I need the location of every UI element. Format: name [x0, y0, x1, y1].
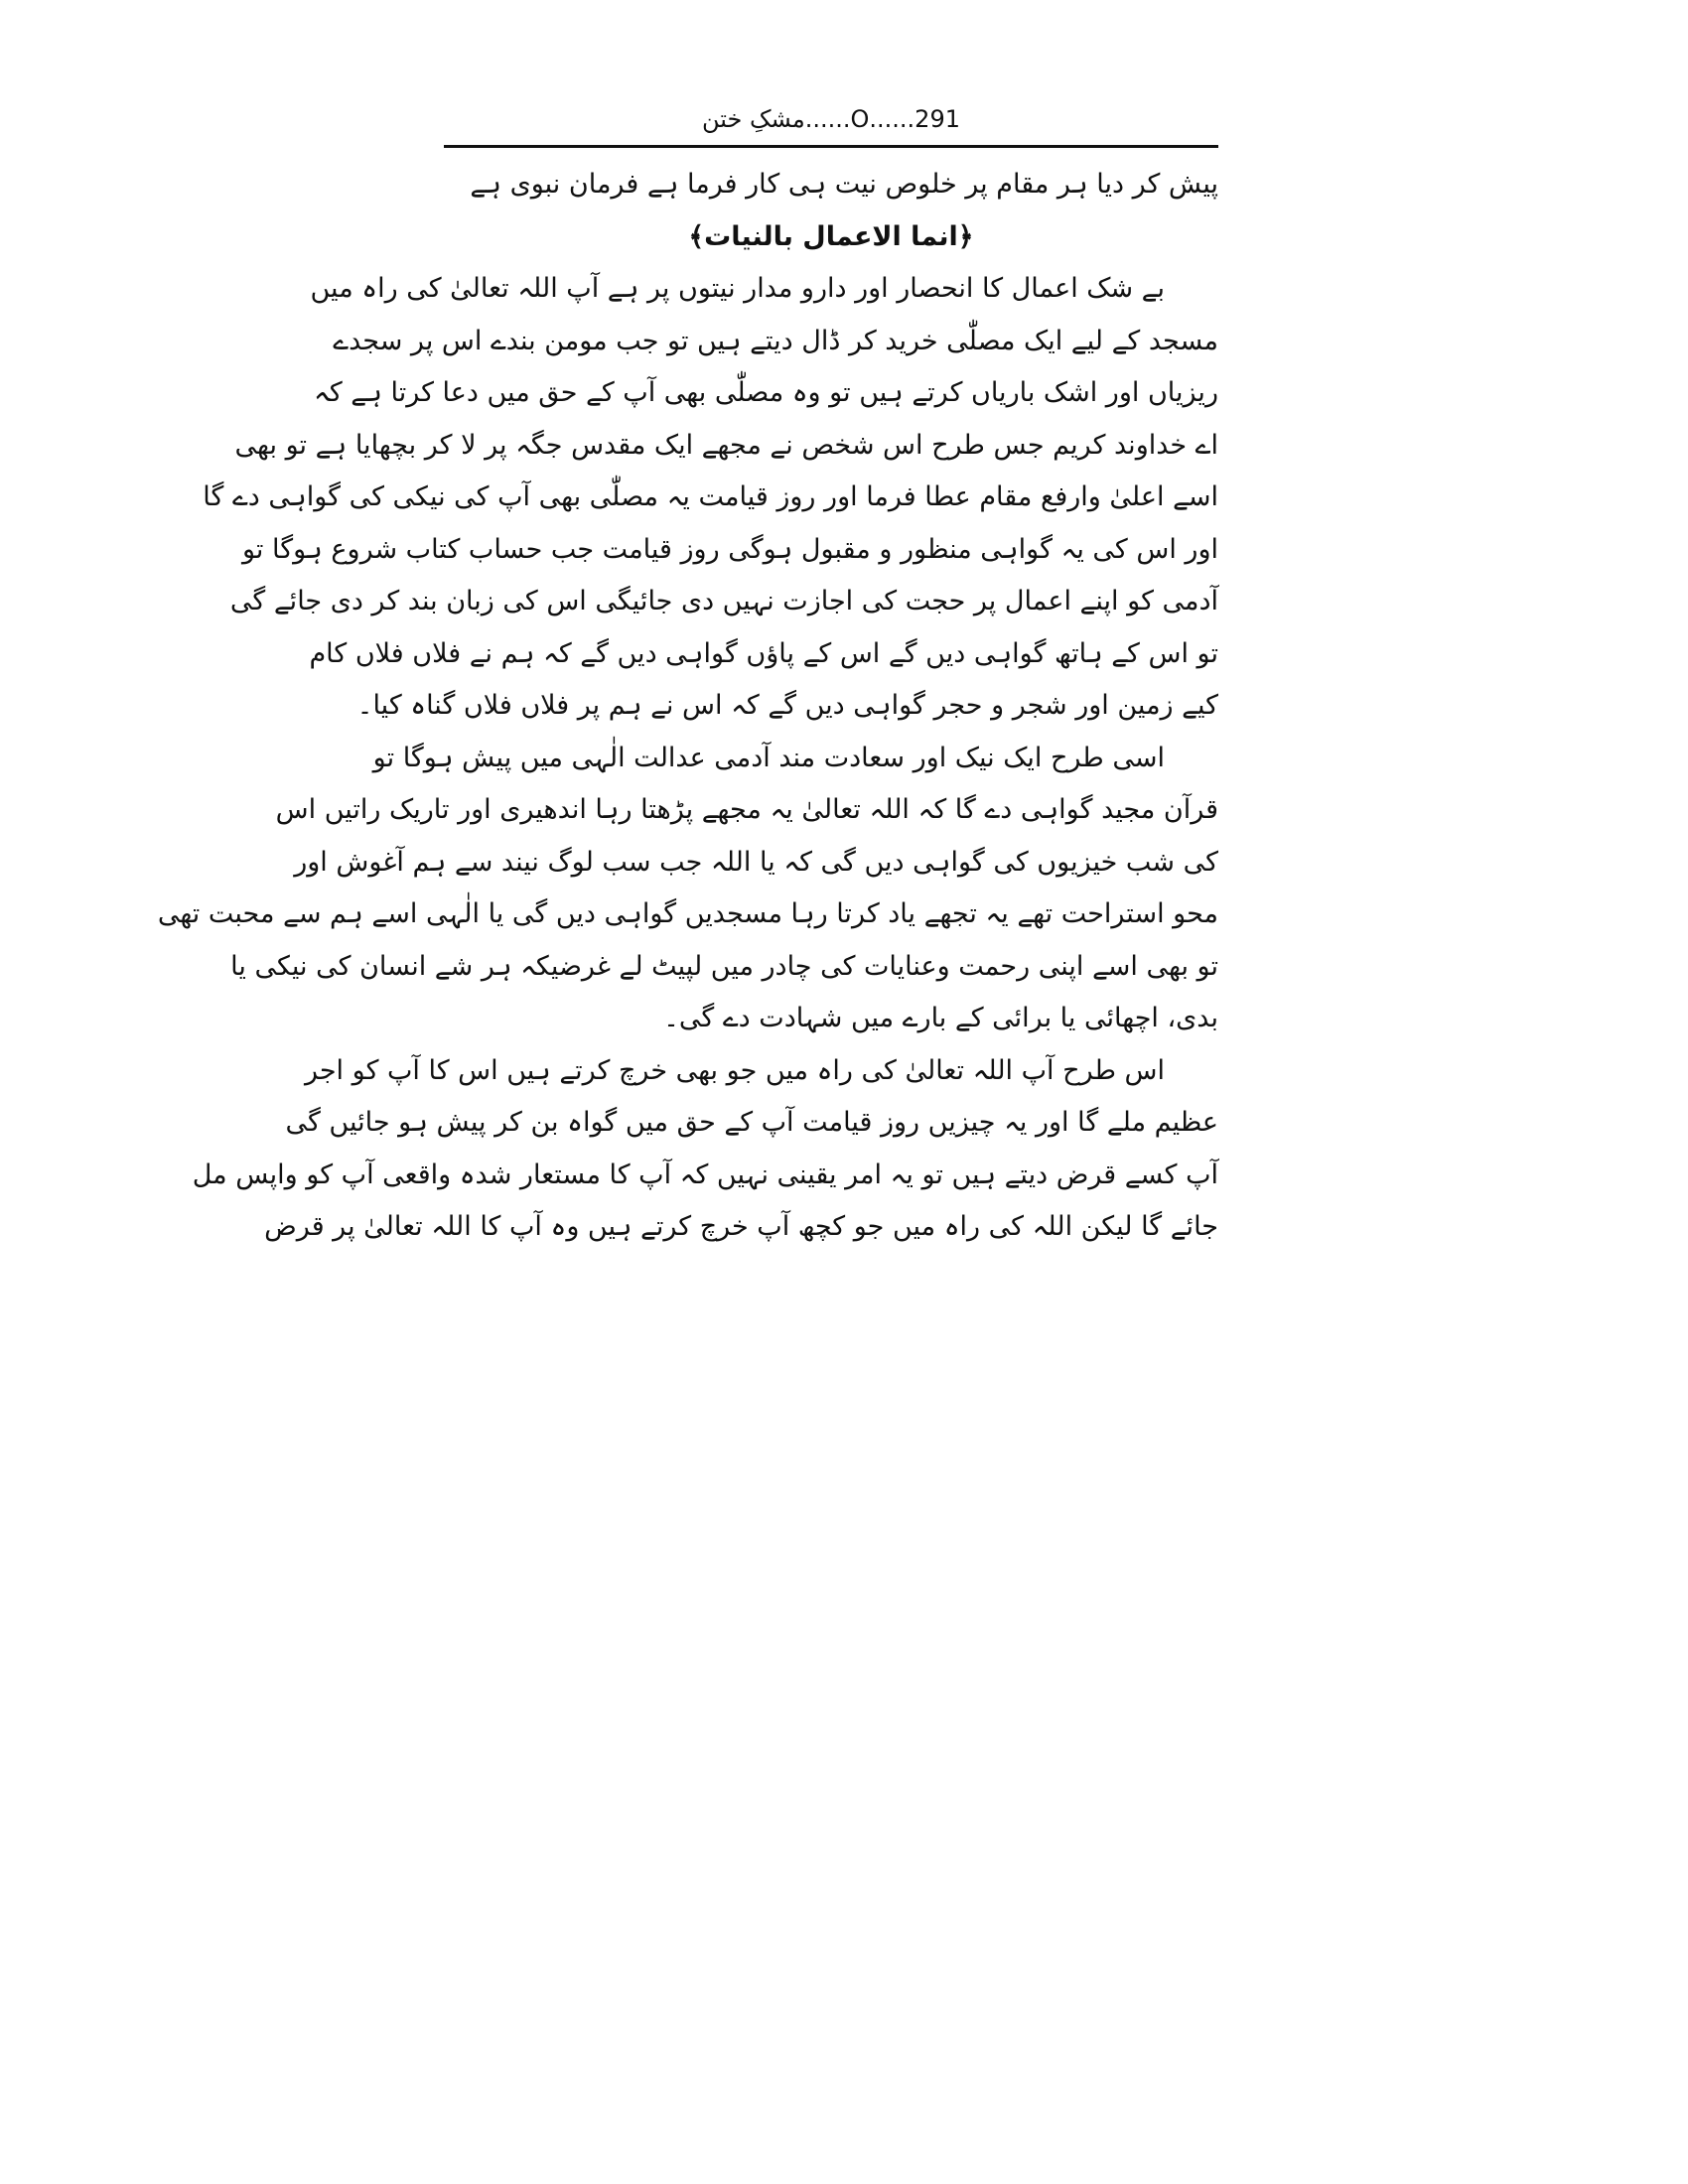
- text-line: ریزیاں اور اشک باریاں کرتے ہیں تو وہ مصلّٰی بھی آپ کے حق میں دعا کرتا ہے کہ: [314, 377, 1218, 408]
- text-line: بدی، اچھائی یا برائی کے بارے میں شہادت دے گی۔: [663, 1003, 1218, 1033]
- text-line: کیے زمین اور شجر و حجر گواہی دیں گے کہ اس نے ہم پر فلاں فلاں گناہ کیا۔: [356, 690, 1218, 721]
- text-line: آدمی کو اپنے اعمال پر حجت کی اجازت نہیں دی جائیگی اس کی زبان بند کر دی جائے گی: [229, 586, 1218, 616]
- text-line: محو استراحت تھے یہ تجھے یاد کرتا رہا مسجدیں گواہی دیں گی یا الٰہی اسے ہم سے محبت تھی: [157, 898, 1218, 929]
- body-text: [157, 159, 1218, 1479]
- text-line: اس طرح آپ اللہ تعالیٰ کی راہ میں جو بھی خرچ کرتے ہیں اس کا آپ کو اجر: [304, 1054, 1165, 1086]
- text-line: مسجد کے لیے ایک مصلّٰی خرید کر ڈال دیتے ہیں تو جب مومن بندے اس پر سجدے: [333, 325, 1218, 356]
- text-line: پیش کر دیا ہر مقام پر خلوص نیت ہی کار فرما ہے فرمان نبوی ہے: [470, 169, 1218, 200]
- text-line: کی شب خیزیوں کی گواہی دیں گی کہ یا اللہ جب سب لوگ نیند سے ہم آغوش اور: [294, 846, 1218, 878]
- header-rule: [444, 145, 1218, 148]
- text-line: تو بھی اسے اپنی رحمت وعنایات کی چادر میں لپیٹ لے غرضیکہ ہر شے انسان کی نیکی یا: [230, 950, 1218, 982]
- text-line: اسے اعلیٰ وارفع مقام عطا فرما اور روز قیامت یہ مصلّٰی بھی آپ کی نیکی کی گواہی دے گا: [203, 481, 1218, 512]
- text-line: بے شک اعمال کا انحصار اور دارو مدار نیتوں پر ہے آپ اللہ تعالیٰ کی راہ میں: [310, 273, 1165, 304]
- text-line: جائے گا لیکن اللہ کی راہ میں جو کچھ آپ خرچ کرتے ہیں وہ آپ کا اللہ تعالیٰ پر قرض: [264, 1211, 1218, 1242]
- running-header: [444, 94, 1218, 144]
- text-line: قرآن مجید گواہی دے گا کہ اللہ تعالیٰ یہ مجھے پڑھتا رہا اندھیری اور تاریک راتیں اس: [275, 794, 1218, 825]
- text-line: آپ کسے قرض دیتے ہیں تو یہ امر یقینی نہیں کہ آپ کا مستعار شدہ واقعی آپ کو واپس مل: [192, 1159, 1218, 1190]
- hadith-heading: ﴿انما الاعمال بالنیات﴾: [688, 220, 974, 252]
- text-line: اسی طرح ایک نیک اور سعادت مند آدمی عدالت الٰہی میں پیش ہوگا تو: [372, 742, 1165, 773]
- text-line: اور اس کی یہ گواہی منظور و مقبول ہوگی روز قیامت جب حساب کتاب شروع ہوگا تو: [241, 533, 1218, 565]
- text-line: تو اس کے ہاتھ گواہی دیں گے اس کے پاؤں گواہی دیں گے کہ ہم نے فلاں فلاں کام: [309, 637, 1218, 669]
- running-title-page-number: 291......O......مشکِ ختن: [702, 105, 960, 133]
- text-line: عظیم ملے گا اور یہ چیزیں روز قیامت آپ کے حق میں گواہ بن کر پیش ہو جائیں گی: [285, 1107, 1218, 1138]
- text-line: اے خداوند کریم جس طرح اس شخص نے مجھے ایک مقدس جگہ پر لا کر بچھایا ہے تو بھی: [234, 429, 1218, 461]
